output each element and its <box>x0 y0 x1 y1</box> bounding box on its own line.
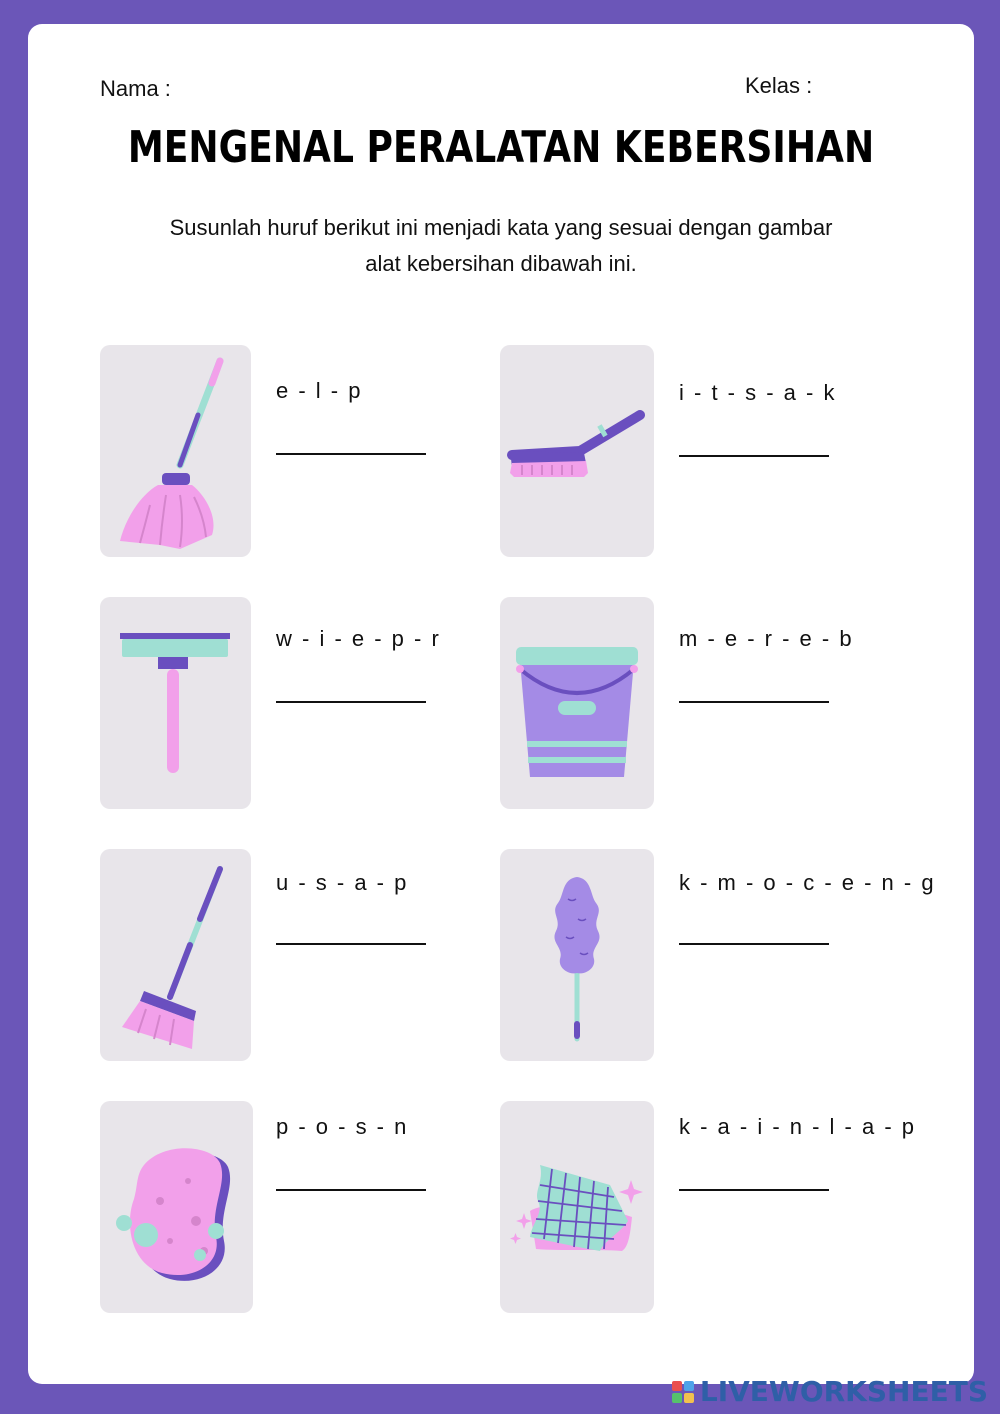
feather-duster-icon <box>500 849 654 1061</box>
answer-line[interactable] <box>276 701 426 703</box>
instruction-line-2: alat kebersihan dibawah ini. <box>365 251 637 276</box>
scrambled-letters: k - a - i - n - l - a - p <box>679 1114 917 1139</box>
answer-line[interactable] <box>679 943 829 945</box>
instruction-line-1: Susunlah huruf berikut ini menjadi kata yang sesuai dengan gambar <box>169 215 833 240</box>
cleaning-cloth-icon <box>500 1101 654 1313</box>
answer-line[interactable] <box>276 453 426 455</box>
worksheet <box>28 24 974 1384</box>
scrambled-letters: p - o - s - n <box>276 1114 409 1139</box>
picture-card <box>100 1101 253 1313</box>
picture-card <box>100 849 251 1061</box>
squeegee-icon <box>100 597 251 809</box>
broom-icon <box>100 849 251 1061</box>
scrambled-letters: w - i - e - p - r <box>276 626 441 651</box>
scrambled-letters: u - s - a - p <box>276 870 409 895</box>
watermark <box>672 1375 988 1408</box>
answer-line[interactable] <box>276 1189 426 1191</box>
sponge-icon <box>100 1101 253 1313</box>
answer-line[interactable] <box>679 455 829 457</box>
bucket-icon <box>500 597 654 809</box>
scrub-brush-icon <box>500 345 654 557</box>
scrambled-letters: m - e - r - e - b <box>679 626 854 651</box>
name-label: Nama : <box>100 76 171 101</box>
liveworksheets-logo-icon <box>672 1381 694 1403</box>
mop-icon <box>100 345 251 557</box>
picture-card <box>500 597 654 809</box>
answer-line[interactable] <box>679 1189 829 1191</box>
picture-card <box>100 597 251 809</box>
answer-line[interactable] <box>679 701 829 703</box>
watermark-text: LIVEWORKSHEETS <box>699 1375 988 1408</box>
instructions <box>88 210 914 282</box>
picture-card <box>500 849 654 1061</box>
scrambled-letters: i - t - s - a - k <box>679 380 837 405</box>
scrambled-letters: e - l - p <box>276 378 363 403</box>
picture-card <box>100 345 251 557</box>
picture-card <box>500 345 654 557</box>
class-label: Kelas : <box>745 73 813 98</box>
scrambled-letters: k - m - o - c - e - n - g <box>679 870 936 895</box>
page-title: MENGENAL PERALATAN KEBERSIHAN <box>127 122 875 173</box>
answer-line[interactable] <box>276 943 426 945</box>
picture-card <box>500 1101 654 1313</box>
